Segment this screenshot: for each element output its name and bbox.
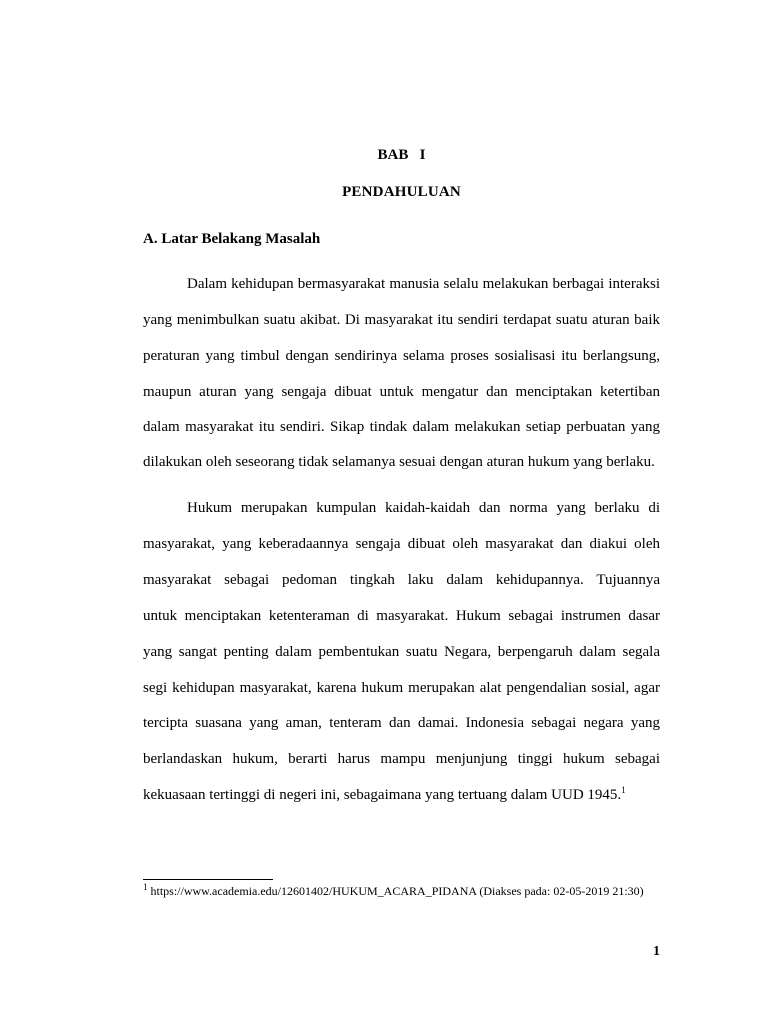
paragraph-2-line-4: untuk menciptakan ketenteraman di masyarakat. Hukum sebagai instrumen dasar (143, 608, 660, 624)
footnote-marker: 1 (143, 882, 148, 892)
paragraph-2-line-9 (143, 786, 660, 804)
paragraph-1-line-5: dalam masyarakat itu sendiri. Sikap tindak dalam melakukan setiap perbuatan yang (143, 419, 660, 435)
chapter-title: PENDAHULUAN (342, 184, 461, 200)
paragraph-2-line-6: segi kehidupan masyarakat, karena hukum merupakan alat pengendalian sosial, agar (143, 680, 660, 696)
paragraph-1-line-3: peraturan yang timbul dengan sendirinya selama proses sosialisasi itu berlangsung, (143, 348, 660, 364)
paragraph-2-line-2: masyarakat, yang keberadaannya sengaja dibuat oleh masyarakat dan diakui oleh (143, 536, 660, 552)
page-number: 1 (653, 944, 660, 959)
paragraph-2-line-9-text: kekuasaan tertinggi di negeri ini, sebagaimana yang tertuang dalam UUD 1945. (143, 787, 622, 803)
paragraph-2-line-7: tercipta suasana yang aman, tenteram dan damai. Indonesia sebagai negara yang (143, 715, 660, 731)
footnote-separator (143, 879, 273, 880)
paragraph-1-line-1: Dalam kehidupan bermasyarakat manusia selalu melakukan berbagai interaksi (187, 276, 660, 292)
section-title: A. Latar Belakang Masalah (143, 231, 321, 247)
chapter-heading: BAB I (377, 147, 426, 163)
footnote-text: https://www.academia.edu/12601402/HUKUM_ACARA_PIDANA (Diakses pada: 02-05-2019 21:30) (147, 884, 644, 898)
paragraph-2-line-8: berlandaskan hukum, berarti harus mampu menjunjung tinggi hukum sebagai (143, 751, 660, 767)
paragraph-2-line-5: yang sangat penting dalam pembentukan suatu Negara, berpengaruh dalam segala (143, 644, 660, 660)
footnote-reference[interactable]: 1 (621, 785, 626, 795)
paragraph-1-line-2: yang menimbulkan suatu akibat. Di masyarakat itu sendiri terdapat suatu aturan baik (143, 312, 660, 328)
paragraph-2-line-3: masyarakat sebagai pedoman tingkah laku dalam kehidupannya. Tujuannya (143, 572, 660, 588)
paragraph-1-line-6: dilakukan oleh seseorang tidak selamanya sesuai dengan aturan hukum yang berlaku. (143, 454, 655, 470)
paragraph-1-line-4: maupun aturan yang sengaja dibuat untuk mengatur dan menciptakan ketertiban (143, 384, 660, 400)
paragraph-2-line-1: Hukum merupakan kumpulan kaidah-kaidah dan norma yang berlaku di (187, 500, 660, 516)
footnote (143, 883, 663, 899)
